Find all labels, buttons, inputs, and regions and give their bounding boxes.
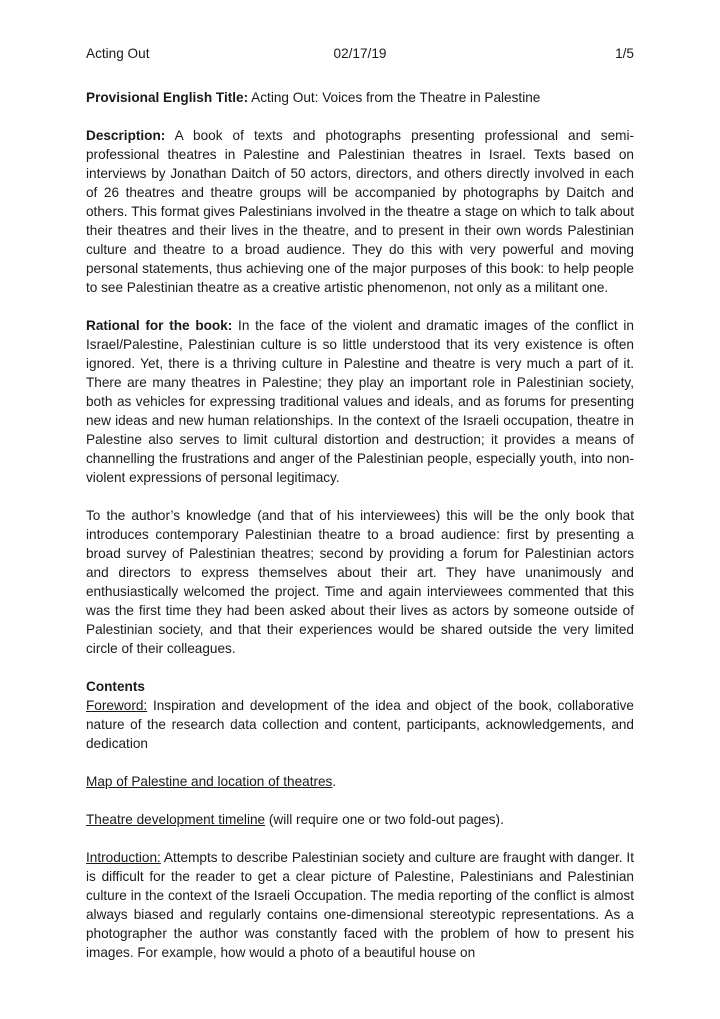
timeline-paragraph <box>86 810 634 829</box>
title-paragraph <box>86 88 634 107</box>
foreword-paragraph <box>86 677 634 753</box>
introduction-label: Introduction: <box>86 850 161 865</box>
page-header <box>86 44 634 64</box>
rational-label: Rational for the book: <box>86 318 233 333</box>
header-page-number: 1/5 <box>615 46 634 61</box>
title-text: Acting Out: Voices from the Theatre in Palestine <box>248 90 541 105</box>
description-paragraph <box>86 126 634 297</box>
contents-heading: Contents <box>86 679 145 694</box>
map-suffix: . <box>332 774 337 789</box>
foreword-label: Foreword: <box>86 698 148 713</box>
rational-text: In the face of the violent and dramatic images of the conflict in Israel/Palestine, Palestinian culture is so little understood that its very existence is often ignored. Yet, there is a thriving culture in Palestine and theatre is very much a part of it. There are many theatres in Palestine; they play an important role in Palestinian society, both as vehicles for expressing traditional values and ideals, and as forums for presenting new ideas and new human relationships. In the context of the Israeli occupation, theatre in Palestine also serves to limit cultural distortion and destruction; it provides a means of channelling the frustrations and anger of the Palestinian people, especially youth, into non-violent expressions of personal legitimacy. <box>86 318 634 485</box>
introduction-paragraph <box>86 848 634 962</box>
header-date: 02/17/19 <box>333 46 387 61</box>
foreword-text: Inspiration and development of the idea and object of the book, collaborative nature of the research data collection and content, participants, acknowledgements, and dedication <box>86 698 634 751</box>
map-label: Map of Palestine and location of theatres <box>86 774 333 789</box>
description-text: A book of texts and photographs presenting professional and semi-professional theatres in Palestine and Palestinian theatres in Israel. Texts based on interviews by Jonathan Daitch of 50 actors, directors, and others directly involved in each of 26 theatres and theatre groups will be accompanied by photographs by Daitch and others. This format gives Palestinians involved in the theatre a stage on which to talk about their theatres and their lives in the theatre, and to present in their own words Palestinian culture and theatre to a broad audience. They do this with very powerful and moving personal statements, thus achieving one of the major purposes of this book: to help people to see Palestinian theatre as a creative artistic phenomenon, not only as a militant one. <box>86 128 634 295</box>
timeline-text: (will require one or two fold-out pages). <box>265 812 504 827</box>
map-paragraph <box>86 772 634 791</box>
document-body <box>86 88 634 981</box>
header-title: Acting Out <box>86 46 150 61</box>
timeline-label: Theatre development timeline <box>86 812 266 827</box>
description-label: Description: <box>86 128 166 143</box>
rational-paragraph <box>86 316 634 487</box>
title-label: Provisional English Title: <box>86 90 249 105</box>
introduction-text: Attempts to describe Palestinian society and culture are fraught with danger. It is difficult for the reader to get a clear picture of Palestine, Palestinians and Palestinian culture in the context of the Israeli Occupation. The media reporting of the conflict is almost always biased and regularly contains one-dimensional stereotypic representations. As a photographer the author was constantly faced with the problem of how to present his images. For example, how would a photo of a beautiful house on <box>86 850 634 960</box>
knowledge-paragraph: To the author’s knowledge (and that of his interviewees) this will be the only book that introduces contemporary Palestinian theatre to a broad audience: first by presenting a broad survey of Palestinian theatres; second by providing a forum for Palestinian actors and directors to express themselves about their art. They have unanimously and enthusiastically welcomed the project. Time and again interviewees commented that this was the first time they had been asked about their lives as actors by someone outside of Palestinian society, and that their experiences would be shared outside the very limited circle of their colleagues. <box>86 508 634 656</box>
